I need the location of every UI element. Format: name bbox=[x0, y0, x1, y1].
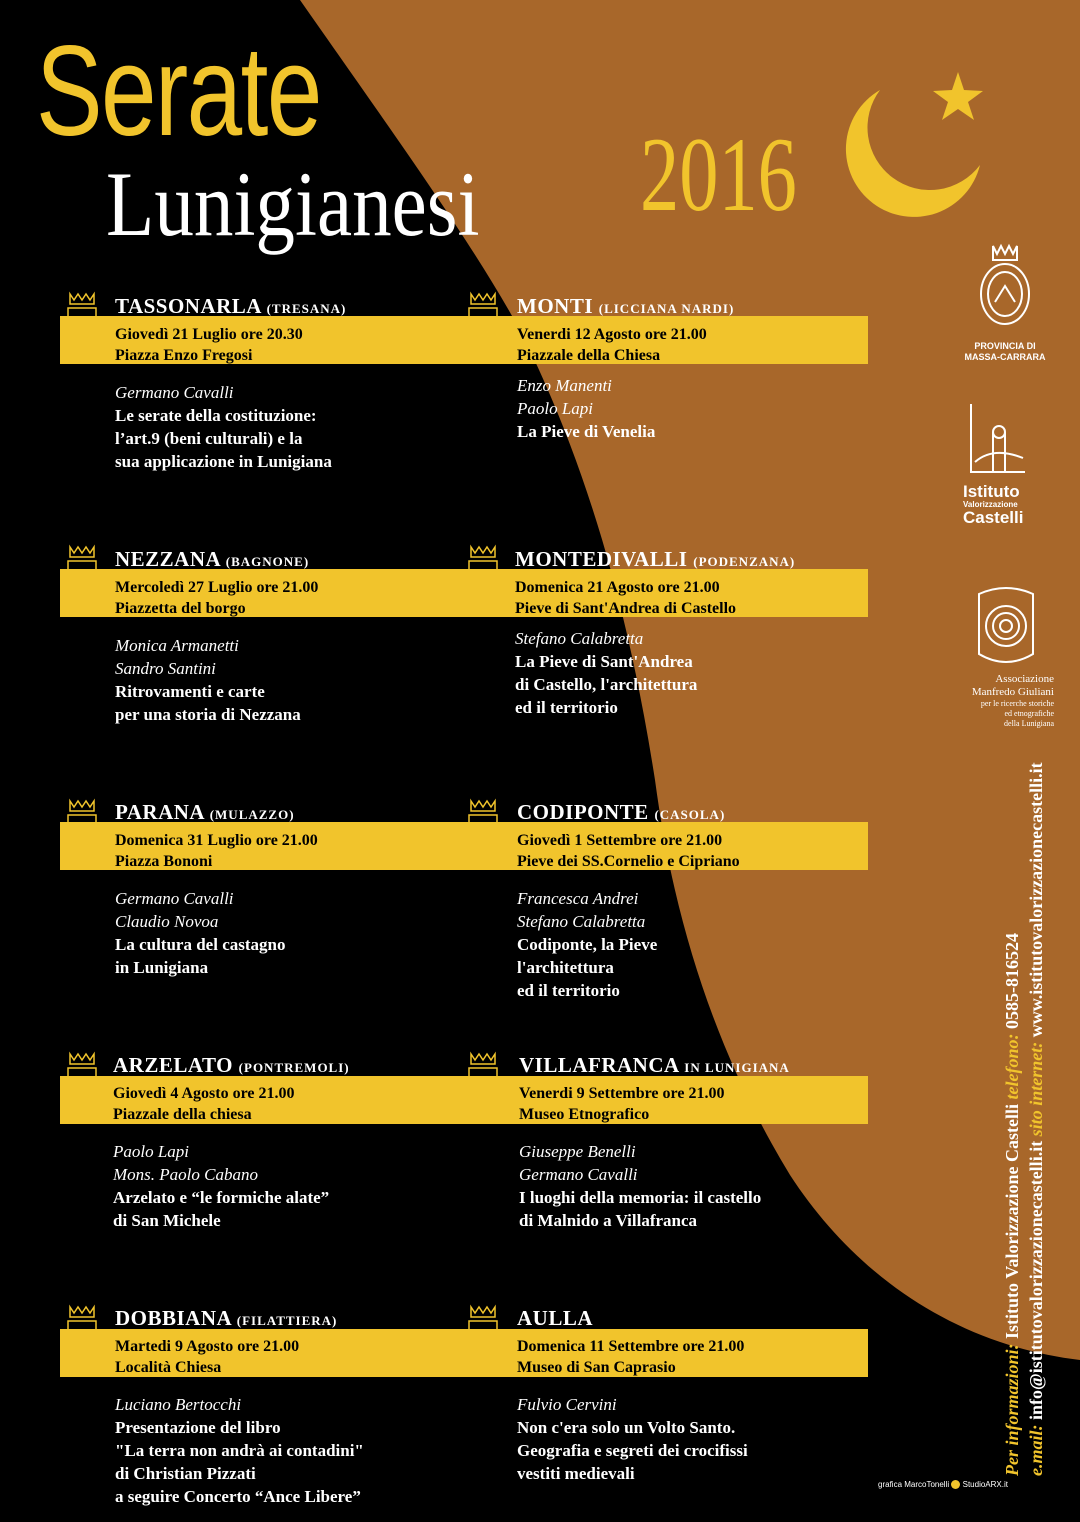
event-codiponte bbox=[517, 800, 897, 1002]
event-place: Museo Etnografico bbox=[519, 1106, 650, 1123]
event-description: Non c'era solo un Volto Santo. Geografia e segreti dei crocifissi vestiti medievali bbox=[517, 1418, 748, 1483]
event-speakers: Fulvio Cervini bbox=[517, 1395, 617, 1414]
event-place: Museo di San Caprasio bbox=[517, 1359, 676, 1376]
associazione-logo: Associazione Manfredo Giuliani per le ricerche storiche ed etnografiche della Lunigiana bbox=[928, 584, 1054, 729]
event-description: Codiponte, la Pieve l'architettura ed il territorio bbox=[517, 935, 658, 1000]
event-montedivalli bbox=[515, 547, 895, 719]
event-date: Domenica 31 Luglio ore 21.00 bbox=[115, 832, 318, 849]
email-link[interactable]: info@istitutovalorizzazionecastelli.it bbox=[1026, 1140, 1046, 1420]
event-date: Martedi 9 Agosto ore 21.00 bbox=[115, 1338, 300, 1355]
event-place: Piazzale della chiesa bbox=[113, 1106, 252, 1123]
event-speakers: Luciano Bertocchi bbox=[115, 1395, 242, 1414]
title-lunigianesi: Lunigianesi bbox=[106, 153, 480, 255]
crest-parana-icon bbox=[64, 797, 100, 855]
event-speakers: Francesca Andrei Stefano Calabretta bbox=[517, 889, 646, 931]
event-date: Giovedì 4 Agosto ore 21.00 bbox=[113, 1085, 295, 1102]
event-date: Venerdi 9 Settembre ore 21.00 bbox=[519, 1085, 725, 1102]
moon-star-icon bbox=[840, 70, 990, 220]
crest-tassonarla-icon bbox=[64, 290, 100, 348]
event-speakers: Stefano Calabretta bbox=[515, 629, 644, 648]
event-villafranca bbox=[519, 1053, 899, 1232]
event-speakers: Giuseppe Benelli Germano Cavalli bbox=[519, 1142, 638, 1184]
event-place: Piazza Enzo Fregosi bbox=[115, 347, 253, 364]
event-date: Giovedì 1 Settembre ore 21.00 bbox=[517, 832, 723, 849]
event-date: Giovedì 21 Luglio ore 20.30 bbox=[115, 326, 303, 343]
website-link[interactable]: www.istitutovalorizzazionecastelli.it bbox=[1026, 762, 1046, 1038]
title-serate: Serate bbox=[36, 20, 321, 163]
studio-logo-icon bbox=[951, 1480, 960, 1489]
title-year: 2016 bbox=[640, 116, 797, 233]
event-description: Le serate della costituzione: l’art.9 (beni culturali) e la sua applicazione in Lunigiana bbox=[115, 406, 332, 471]
event-location: VILLAFRANCA IN LUNIGIANA bbox=[519, 1053, 790, 1077]
event-speakers: Germano Cavalli Claudio Novoa bbox=[115, 889, 234, 931]
event-location: MONTEDIVALLI (PODENZANA) bbox=[515, 547, 796, 571]
event-location: ARZELATO (PONTREMOLI) bbox=[113, 1053, 350, 1077]
phone-number[interactable]: 0585-816524 bbox=[1002, 933, 1022, 1030]
event-description: La Pieve di Sant'Andrea di Castello, l'architettura ed il territorio bbox=[515, 652, 698, 717]
event-place: Piazzetta del borgo bbox=[115, 600, 246, 617]
event-speakers: Paolo Lapi Mons. Paolo Cabano bbox=[113, 1142, 258, 1184]
event-place: Località Chiesa bbox=[115, 1359, 222, 1376]
event-description: I luoghi della memoria: il castello di Malnido a Villafranca bbox=[519, 1188, 762, 1230]
event-description: La cultura del castagno in Lunigiana bbox=[115, 935, 286, 977]
event-aulla bbox=[517, 1306, 897, 1485]
event-location: MONTI (LICCIANA NARDI) bbox=[517, 294, 735, 318]
event-parana bbox=[115, 800, 495, 979]
event-location: TASSONARLA (TRESANA) bbox=[115, 294, 347, 318]
event-place: Piazza Bononi bbox=[115, 853, 213, 870]
event-arzelato bbox=[113, 1053, 493, 1232]
event-date: Venerdi 12 Agosto ore 21.00 bbox=[517, 326, 707, 343]
provincia-crest-icon bbox=[975, 240, 1035, 336]
event-location: AULLA bbox=[517, 1306, 594, 1330]
event-dobbiana bbox=[115, 1306, 495, 1508]
event-location: NEZZANA (BAGNONE) bbox=[115, 547, 310, 571]
event-description: Presentazione del libro "La terra non andrà ai contadini" di Christian Pizzati a seguire Concerto “Ance Libere” bbox=[115, 1418, 364, 1506]
event-tassonarla bbox=[115, 294, 495, 473]
event-speakers: Germano Cavalli bbox=[115, 383, 234, 402]
istituto-logo: Istituto Valorizzazione Castelli bbox=[963, 402, 1047, 526]
crest-arzelato-icon bbox=[64, 1050, 100, 1108]
event-place: Pieve dei SS.Cornelio e Cipriano bbox=[517, 853, 740, 870]
istituto-castle-icon bbox=[963, 402, 1033, 478]
event-date: Domenica 21 Agosto ore 21.00 bbox=[515, 579, 720, 596]
event-monti bbox=[517, 294, 897, 443]
event-speakers: Monica Armanetti Sandro Santini bbox=[115, 636, 239, 678]
event-date: Mercoledì 27 Luglio ore 21.00 bbox=[115, 579, 319, 596]
event-description: Arzelato e “le formiche alate” di San Michele bbox=[113, 1188, 330, 1230]
associazione-labyrinth-icon bbox=[973, 584, 1039, 668]
event-date: Domenica 11 Settembre ore 21.00 bbox=[517, 1338, 745, 1355]
credits: grafica MarcoTonelli StudioARX.it bbox=[878, 1480, 1008, 1489]
event-location: CODIPONTE (CASOLA) bbox=[517, 800, 726, 824]
contact-line-phone: Per informazioni: Istituto Valorizzazione Castelli telefono: 0585-816524 bbox=[1002, 933, 1022, 1476]
provincia-logo: PROVINCIA DI MASSA-CARRARA bbox=[960, 240, 1050, 363]
event-description: La Pieve di Venelia bbox=[517, 422, 656, 441]
event-place: Pieve di Sant'Andrea di Castello bbox=[515, 600, 737, 617]
crest-nezzana-icon bbox=[64, 543, 100, 601]
contact-info bbox=[1000, 726, 1048, 1476]
event-location: PARANA (MULAZZO) bbox=[115, 800, 295, 824]
event-description: Ritrovamenti e carte per una storia di Nezzana bbox=[115, 682, 301, 724]
contact-line-web: e.mail: info@istitutovalorizzazionecastelli.it sito internet: www.istitutovalorizzazionecastelli.it bbox=[1026, 762, 1046, 1476]
event-place: Piazzale della Chiesa bbox=[517, 347, 661, 364]
event-nezzana bbox=[115, 547, 495, 726]
crest-dobbiana-icon bbox=[64, 1303, 100, 1361]
event-speakers: Enzo Manenti Paolo Lapi bbox=[517, 376, 612, 418]
event-location: DOBBIANA (FILATTIERA) bbox=[115, 1306, 338, 1330]
